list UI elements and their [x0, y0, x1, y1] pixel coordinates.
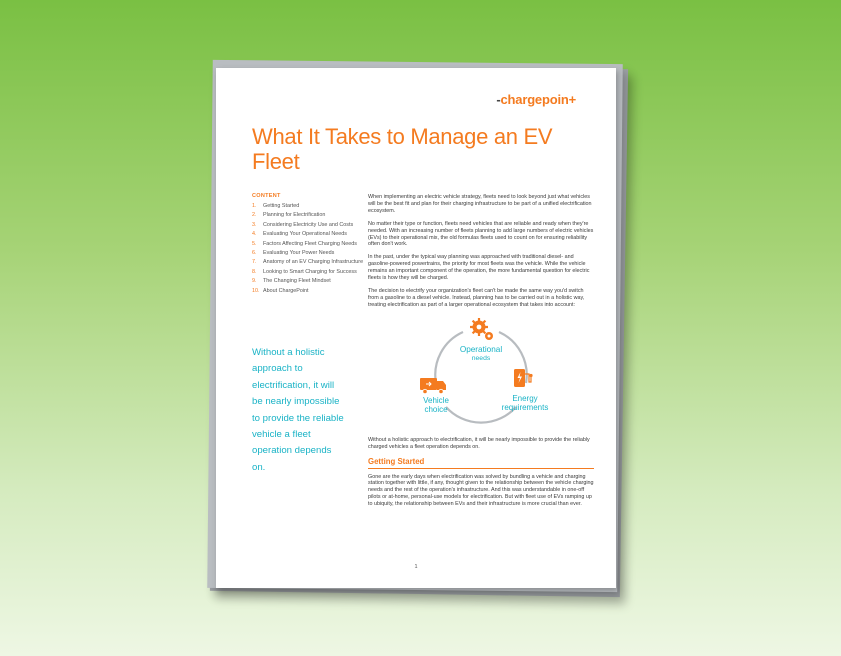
- toc-item: [252, 212, 364, 219]
- diagram-label-operational: Operational: [459, 344, 503, 354]
- diagram-label-operational-2: needs: [471, 354, 491, 362]
- toc-item-number: 9.: [252, 278, 257, 285]
- truck-icon: [420, 378, 446, 394]
- page-number: 1: [414, 564, 418, 570]
- gears-icon: [470, 318, 493, 340]
- main-column: [368, 194, 594, 514]
- diagram-label-vehicle: Vehicle: [423, 395, 449, 405]
- toc-item-label: The Changing Fleet Mindset: [263, 278, 331, 285]
- toc-item-number: 8.: [252, 268, 257, 275]
- toc-item-label: Anatomy of an EV Charging Infrastructure: [263, 259, 364, 266]
- section-paragraph: Gone are the early days when electrification was solved by bundling a vehicle and charging station together with little, if any, thought given to the relationship between the vehicle charging needs and the rest of the operation's infrastructure. And this was understandable in one-off pilots or at-home, personal-use models for electrification. But with fleet use of EVs ramping up to ubiquity, the relationship between EVs and their infrastructure is more crucial than ever.: [368, 473, 594, 508]
- diagram-label-vehicle-2: choice: [424, 404, 448, 414]
- toc-item-label: About ChargePoint: [263, 287, 309, 294]
- toc-item: [252, 259, 364, 266]
- diagram-label-energy-2: requirements: [501, 402, 549, 412]
- toc-item-label: Looking to Smart Charging for Success: [263, 268, 357, 275]
- page-title: What It Takes to Manage an EV Fleet: [252, 124, 553, 174]
- toc-item-number: 10.: [252, 287, 260, 294]
- table-of-contents: [252, 193, 364, 297]
- after-diagram-paragraph: Without a holistic approach to electrification, it will be nearly impossible to provide the reliably charged vehicles a fleet operation depends on.: [368, 436, 590, 450]
- toc-item-number: 6.: [252, 249, 257, 256]
- section-heading-getting-started: Getting Started: [368, 457, 594, 469]
- toc-item-number: 4.: [252, 231, 257, 238]
- toc-item-number: 7.: [252, 259, 257, 266]
- document-page: [216, 68, 616, 588]
- toc-item-number: 3.: [252, 221, 257, 228]
- charging-station-icon: [514, 369, 533, 387]
- toc-item: [252, 203, 364, 210]
- body-paragraph: In the past, under the typical way planning was approached with traditional diesel- and gasoline-powered powertrains, the priority for most fleets was the vehicle. While the vehicle remains an important component of the operation, the more fundamental question for electric fleets is how they will be charged.: [368, 254, 590, 282]
- body-paragraph: No matter their type or function, fleets need vehicles that are reliable and ready when they're needed. With an increasing number of fleets planning to add large numbers of electric vehicles (EVs) to their operational mix, the old formulas fleets used to count on for ensuring reliability often don't work.: [368, 220, 594, 248]
- toc-item-label: Factors Affecting Fleet Charging Needs: [263, 240, 357, 247]
- toc-item: [252, 241, 364, 248]
- toc-item-label: Considering Electricity Use and Costs: [263, 221, 354, 228]
- ecosystem-cycle-graphic: [368, 315, 594, 431]
- pull-quote: Without a holistic approach to electrification, it will be nearly impossible to provide the reliable vehicle a fleet operation depends on.: [252, 347, 344, 473]
- toc-item-number: 1.: [252, 203, 257, 209]
- body-paragraph: The decision to electrify your organization's fleet can't be made the same way you'd switch from a gasoline to a diesel vehicle. Instead, planning has to be carried out in a holistic way, treating electrification as part of a larger operational ecosystem that takes into account:: [368, 287, 585, 308]
- toc-item: [252, 269, 364, 276]
- diagram-label-energy: Energy: [512, 393, 538, 403]
- toc-item-label: Getting Started: [263, 203, 300, 209]
- toc-item-label: Planning for Electrification: [263, 212, 326, 219]
- toc-item: [252, 250, 364, 257]
- toc-list: [252, 203, 364, 294]
- cycle-arc-left: [435, 332, 463, 383]
- toc-item-number: 5.: [252, 240, 257, 247]
- intro-paragraph: When implementing an electric vehicle strategy, fleets need to look beyond just what vehicles will be the best fit and plan for their charging infrastructure to be part of a unified electrification ecosystem.: [368, 194, 592, 214]
- toc-item-label: Evaluating Your Power Needs: [263, 249, 335, 256]
- toc-item-number: 2.: [252, 212, 257, 219]
- toc-item: [252, 222, 364, 229]
- toc-item-label: Evaluating Your Operational Needs: [263, 231, 347, 238]
- chargepoint-logo: -chargepoin+: [496, 92, 576, 107]
- ecosystem-diagram: [368, 315, 594, 431]
- toc-item: [252, 288, 364, 295]
- toc-heading: CONTENT: [252, 193, 281, 199]
- logo-text: chargepoin+: [500, 92, 576, 107]
- toc-item: [252, 231, 364, 238]
- toc-item: [252, 278, 364, 285]
